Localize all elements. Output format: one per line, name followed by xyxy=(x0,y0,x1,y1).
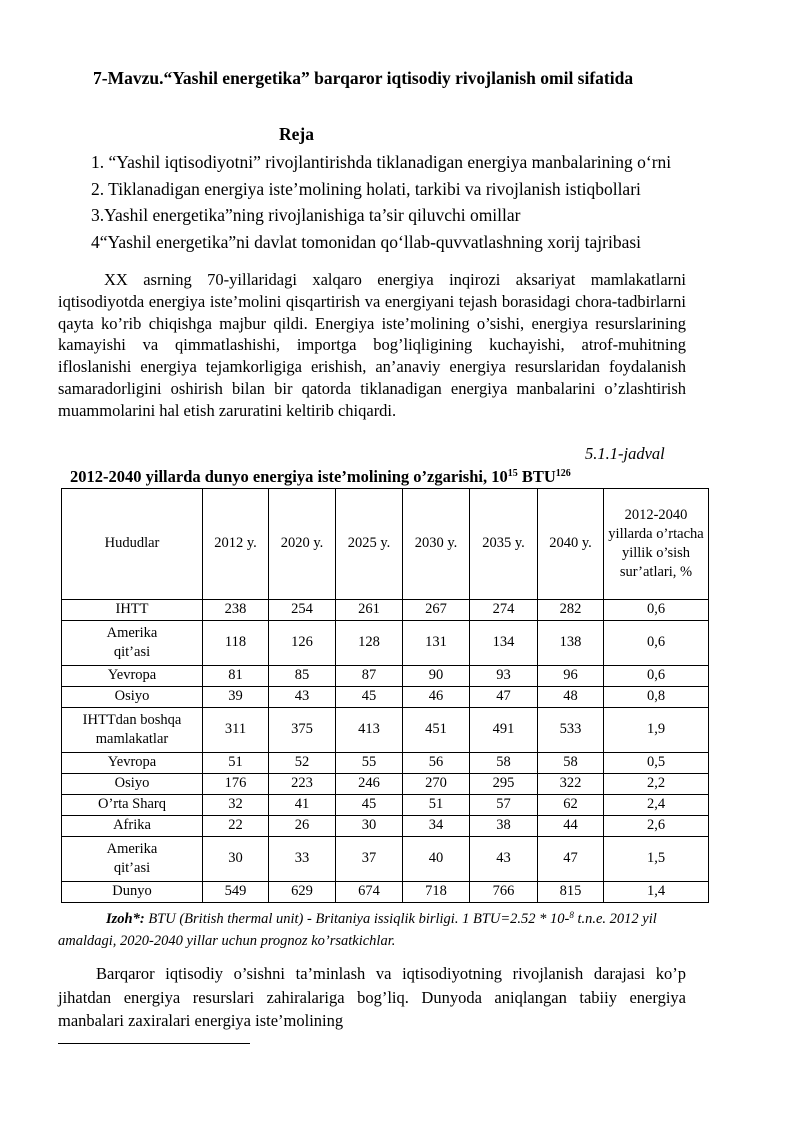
value-cell: 47 xyxy=(470,687,538,708)
value-cell: 43 xyxy=(470,837,538,882)
growth-cell: 1,9 xyxy=(604,708,709,753)
table-row xyxy=(62,795,709,816)
column-header: 2035 y. xyxy=(470,489,538,600)
table-row xyxy=(62,687,709,708)
table-row xyxy=(62,600,709,621)
growth-cell: 0,6 xyxy=(604,600,709,621)
value-cell: 51 xyxy=(403,795,470,816)
value-cell: 32 xyxy=(203,795,269,816)
value-cell: 267 xyxy=(403,600,470,621)
table-note xyxy=(58,905,688,952)
value-cell: 38 xyxy=(470,816,538,837)
table-row xyxy=(62,666,709,687)
column-header: 2025 y. xyxy=(336,489,403,600)
value-cell: 254 xyxy=(269,600,336,621)
body-paragraph-2: Barqaror iqtisodiy o’sishni ta’minlash va iqtisodiyotning rivojlanish darajasi ko’p jihatdan energiya resurslari zahiralariga bog’liq. Dunyoda aniqlangan tabiiy energiya manbalari zaxiralari energiya iste’molining xyxy=(58,964,686,1030)
value-cell: 118 xyxy=(203,621,269,666)
table-row xyxy=(62,621,709,666)
value-cell: 30 xyxy=(203,837,269,882)
table-title-text: 2012-2040 yillarda dunyo energiya iste’molining o’zgarishi, 10 xyxy=(70,467,508,486)
column-header: Hududlar xyxy=(62,489,203,600)
note-exponent: 8 xyxy=(569,910,574,920)
value-cell: 48 xyxy=(538,687,604,708)
note-text-continued: t.n.e. 2012 yil amaldagi, 2020-2040 yillar uchun prognoz ko’rsatkichlar. xyxy=(58,911,657,949)
value-cell: 57 xyxy=(470,795,538,816)
value-cell: 37 xyxy=(336,837,403,882)
region-cell: Osiyo xyxy=(62,774,203,795)
value-cell: 176 xyxy=(203,774,269,795)
value-cell: 322 xyxy=(538,774,604,795)
value-cell: 533 xyxy=(538,708,604,753)
value-cell: 270 xyxy=(403,774,470,795)
table-header-row xyxy=(62,489,709,600)
table-number-label: 5.1.1-jadval xyxy=(585,444,665,463)
value-cell: 413 xyxy=(336,708,403,753)
value-cell: 55 xyxy=(336,753,403,774)
column-header: 2020 y. xyxy=(269,489,336,600)
value-cell: 39 xyxy=(203,687,269,708)
table-title-footnote-ref: 126 xyxy=(555,468,571,479)
value-cell: 56 xyxy=(403,753,470,774)
column-header: 2030 y. xyxy=(403,489,470,600)
value-cell: 451 xyxy=(403,708,470,753)
value-cell: 45 xyxy=(336,687,403,708)
value-cell: 30 xyxy=(336,816,403,837)
value-cell: 87 xyxy=(336,666,403,687)
note-label: Izoh*: xyxy=(106,911,145,927)
plan-item: 3.Yashil energetika”ning rivojlanishiga ta’sir qiluvchi omillar xyxy=(91,205,521,225)
value-cell: 22 xyxy=(203,816,269,837)
value-cell: 261 xyxy=(336,600,403,621)
value-cell: 375 xyxy=(269,708,336,753)
value-cell: 46 xyxy=(403,687,470,708)
table-title-unit: BTU xyxy=(517,467,556,486)
growth-cell: 0,6 xyxy=(604,666,709,687)
value-cell: 138 xyxy=(538,621,604,666)
table-title-exponent: 15 xyxy=(507,468,518,479)
value-cell: 629 xyxy=(269,882,336,903)
value-cell: 43 xyxy=(269,687,336,708)
value-cell: 51 xyxy=(203,753,269,774)
value-cell: 134 xyxy=(470,621,538,666)
table-title xyxy=(70,467,571,487)
column-header: 2040 y. xyxy=(538,489,604,600)
value-cell: 52 xyxy=(269,753,336,774)
value-cell: 246 xyxy=(336,774,403,795)
value-cell: 90 xyxy=(403,666,470,687)
value-cell: 41 xyxy=(269,795,336,816)
column-header: 2012-2040 yillarda o’rtacha yillik o’sish sur’atlari, % xyxy=(604,489,709,600)
value-cell: 282 xyxy=(538,600,604,621)
value-cell: 491 xyxy=(470,708,538,753)
plan-item: 1. “Yashil iqtisodiyotni” rivojlantirishda tiklanadigan energiya manbalarining o‘rni xyxy=(91,152,672,172)
value-cell: 766 xyxy=(470,882,538,903)
growth-cell: 0,5 xyxy=(604,753,709,774)
region-cell: O’rta Sharq xyxy=(62,795,203,816)
value-cell: 223 xyxy=(269,774,336,795)
table-row xyxy=(62,837,709,882)
value-cell: 47 xyxy=(538,837,604,882)
value-cell: 33 xyxy=(269,837,336,882)
region-cell: IHTT xyxy=(62,600,203,621)
region-cell: IHTTdan boshqa mamlakatlar xyxy=(62,708,203,753)
table-row xyxy=(62,708,709,753)
value-cell: 81 xyxy=(203,666,269,687)
growth-cell: 0,6 xyxy=(604,621,709,666)
value-cell: 45 xyxy=(336,795,403,816)
region-cell: Dunyo xyxy=(62,882,203,903)
value-cell: 274 xyxy=(470,600,538,621)
value-cell: 40 xyxy=(403,837,470,882)
value-cell: 93 xyxy=(470,666,538,687)
value-cell: 58 xyxy=(538,753,604,774)
region-cell: Yevropa xyxy=(62,666,203,687)
value-cell: 311 xyxy=(203,708,269,753)
value-cell: 62 xyxy=(538,795,604,816)
table-row xyxy=(62,816,709,837)
value-cell: 718 xyxy=(403,882,470,903)
body-paragraph-1: XX asrning 70-yillaridagi xalqaro energiya inqirozi aksariyat mamlakatlarni iqtisodiyotda energiya iste’molini qisqartirish va energiyani tejash borasidagi chora-tadbirlarni qayta ko’rib chiqishga majbur qildi. Energiya iste’molining o’sishi, energiya resurslarining kamayishi va qimmatlashishi, importga bog’liqligining kuchayishi, atrof-muhitning ifloslanishi energiya tejamkorligiga erishish, an’anaviy energiya resurslaridan foydalanish samaradorligini oshirish bilan bir qatorda tiklanadigan energiya manbalarini o’zlashtirish muammolarini hal etish zaruratini keltirib chiqardi. xyxy=(58,270,686,420)
growth-cell: 1,4 xyxy=(604,882,709,903)
growth-cell: 1,5 xyxy=(604,837,709,882)
plan-heading: Reja xyxy=(279,124,314,144)
value-cell: 131 xyxy=(403,621,470,666)
region-cell: Osiyo xyxy=(62,687,203,708)
region-cell: Amerika qit’asi xyxy=(62,837,203,882)
region-cell: Amerika qit’asi xyxy=(62,621,203,666)
note-text: BTU (British thermal unit) - Britaniya issiqlik birligi. 1 BTU=2.52 * 10- xyxy=(144,911,570,927)
value-cell: 549 xyxy=(203,882,269,903)
value-cell: 238 xyxy=(203,600,269,621)
growth-cell: 0,8 xyxy=(604,687,709,708)
growth-cell: 2,6 xyxy=(604,816,709,837)
value-cell: 674 xyxy=(336,882,403,903)
value-cell: 26 xyxy=(269,816,336,837)
value-cell: 96 xyxy=(538,666,604,687)
growth-cell: 2,2 xyxy=(604,774,709,795)
value-cell: 295 xyxy=(470,774,538,795)
value-cell: 815 xyxy=(538,882,604,903)
footnote-separator xyxy=(58,1043,250,1044)
value-cell: 44 xyxy=(538,816,604,837)
table-row xyxy=(62,882,709,903)
plan-item: 4“Yashil energetika”ni davlat tomonidan qo‘llab-quvvatlashning xorij tajribasi xyxy=(91,231,642,252)
value-cell: 34 xyxy=(403,816,470,837)
table-row xyxy=(62,774,709,795)
plan-item: 2. Tiklanadigan energiya iste’molining holati, tarkibi va rivojlanish istiqbollari xyxy=(91,178,641,199)
value-cell: 85 xyxy=(269,666,336,687)
region-cell: Yevropa xyxy=(62,753,203,774)
value-cell: 128 xyxy=(336,621,403,666)
value-cell: 58 xyxy=(470,753,538,774)
value-cell: 126 xyxy=(269,621,336,666)
table-row xyxy=(62,753,709,774)
plan-list xyxy=(91,149,751,255)
growth-cell: 2,4 xyxy=(604,795,709,816)
page-title: 7-Mavzu.“Yashil energetika” barqaror iqtisodiy rivojlanish omil sifatida xyxy=(93,68,634,88)
column-header: 2012 y. xyxy=(203,489,269,600)
energy-consumption-table xyxy=(61,488,709,903)
region-cell: Afrika xyxy=(62,816,203,837)
